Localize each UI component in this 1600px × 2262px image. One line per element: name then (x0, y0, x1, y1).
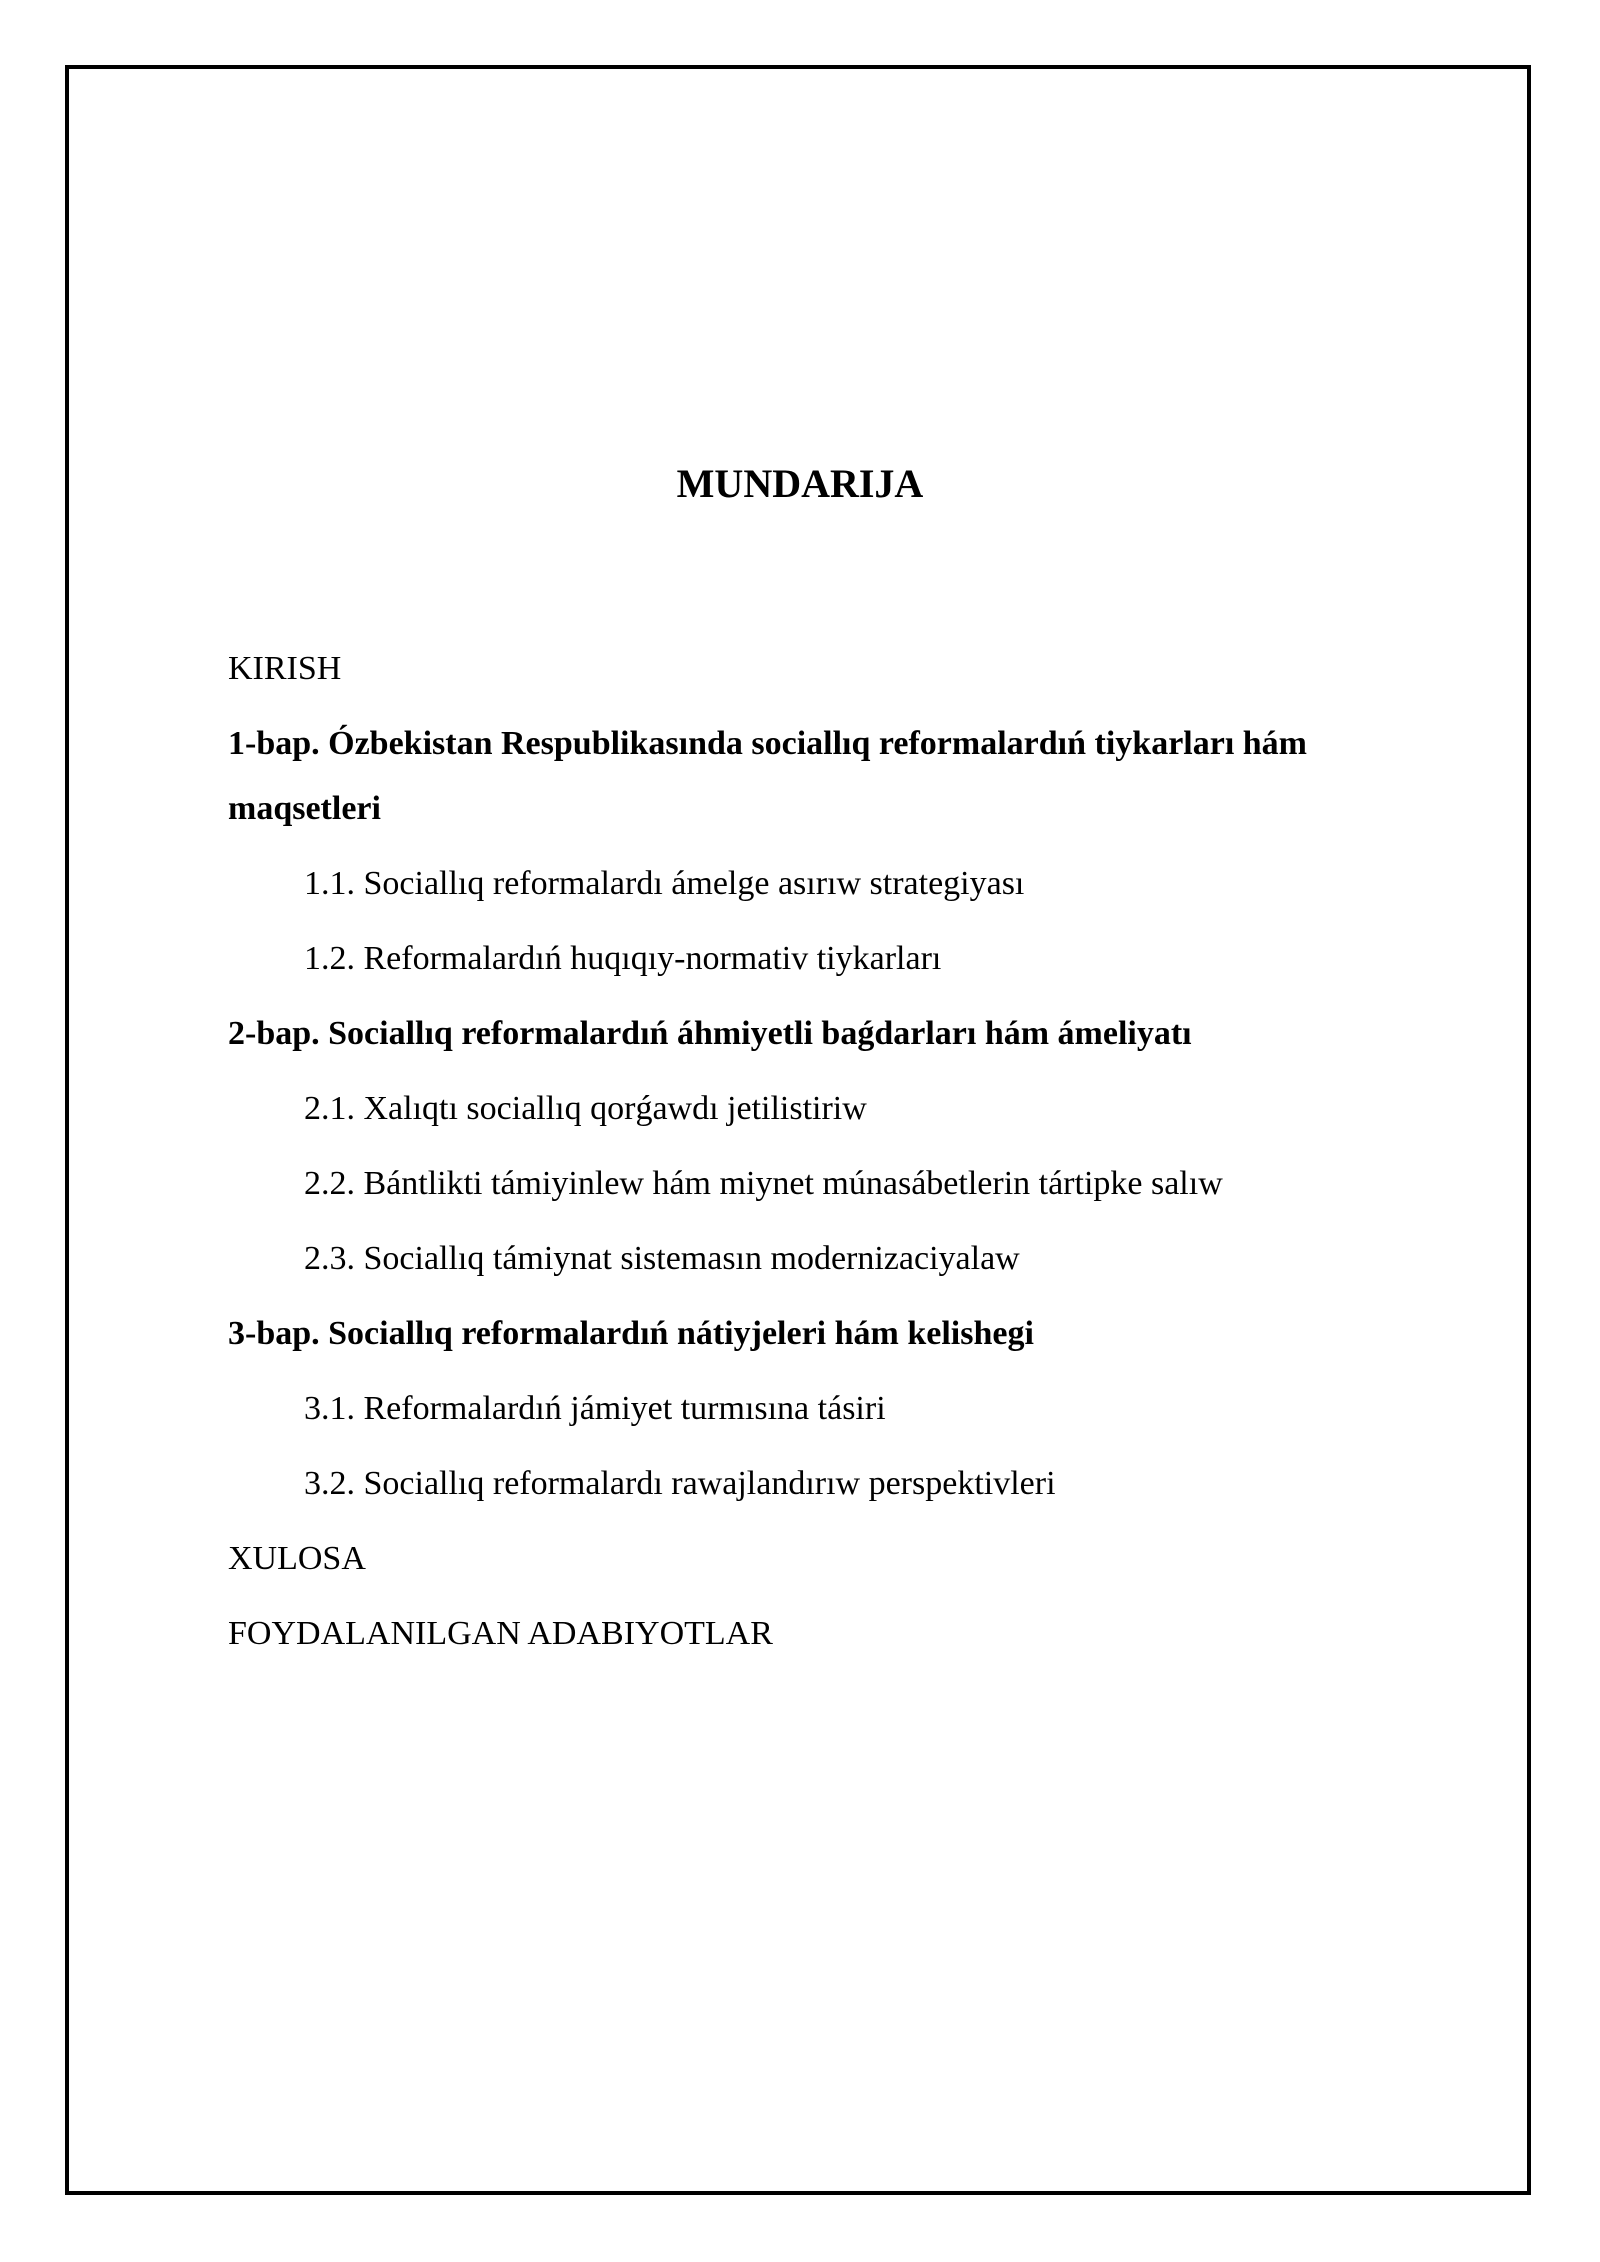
toc-section-3-2: 3.2. Sociallıq reformalardı rawajlandırıw perspektivleri (304, 1465, 1056, 1502)
toc-chapter-2: 2-bap. Sociallıq reformalardıń áhmiyetli baǵdarları hám ámeliyatı (228, 1015, 1192, 1052)
toc-section-1-1: 1.1. Sociallıq reformalardı ámelge asırıw strategiyası (304, 865, 1025, 902)
toc-chapter-3: 3-bap. Sociallıq reformalardıń nátiyjeleri hám kelishegi (228, 1315, 1034, 1352)
toc-section-3-1: 3.1. Reformalardıń jámiyet turmısına tásiri (304, 1390, 886, 1427)
toc-entry-conclusion: XULOSA (228, 1540, 366, 1577)
toc-section-2-3: 2.3. Sociallıq támiynat sistemasın modernizaciyalaw (304, 1240, 1020, 1277)
toc-section-2-2: 2.2. Bántlikti támiyinlew hám miynet múnasábetlerin tártipke salıw (304, 1165, 1223, 1202)
toc-section-1-2: 1.2. Reformalardıń huqıqıy-normativ tiykarları (304, 940, 942, 977)
toc-entry-references: FOYDALANILGAN ADABIYOTLAR (228, 1615, 773, 1652)
toc-section-2-1: 2.1. Xalıqtı sociallıq qorǵawdı jetilistiriw (304, 1090, 867, 1127)
toc-entry-introduction: KIRISH (228, 650, 342, 687)
toc-chapter-1: 1-bap. Ózbekistan Respublikasında sociallıq reformalardıń tiykarları hám maqsetleri (228, 725, 1308, 827)
table-of-contents (228, 636, 1468, 1676)
page-title: MUNDARIJA (676, 461, 924, 506)
